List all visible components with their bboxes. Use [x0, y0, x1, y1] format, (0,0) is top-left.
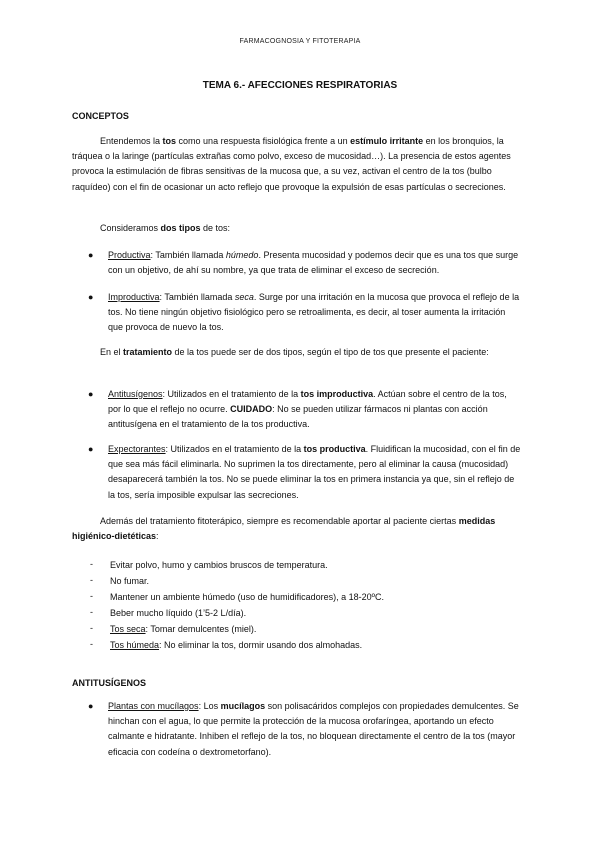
text: . Actúan sobre el centro de la tos, por lo que el reflejo no ocurre. [108, 389, 507, 415]
bold-term: CUIDADO [230, 404, 273, 415]
italic-term: seca [234, 292, 254, 302]
list-item-improductiva [108, 290, 522, 336]
bold-term: mucílagos [220, 701, 266, 711]
text: de tos: [200, 223, 231, 233]
bullet-icon: ● [88, 250, 94, 260]
text: : Utilizados en el tratamiento de la [165, 444, 304, 454]
text: . Fluidifican la mucosidad, con el fin de que sea más fácil eliminarla. No suprimen la tos directamente, pero al eliminar la causa (mucosidad) desaparecerá también la tos. No se puede eliminar la tos en primera instancia ya que, sin el reflejo de la tos, sería imposible expulsar las secreciones. [108, 444, 521, 500]
text: . Surge por una irritación en la mucosa que provoca el reflejo de la tos. No tiene ningún objetivo fisiológico pero se retroalimenta, es decir, al toser aumenta la irritación que provoca de nuevo la tos. [108, 292, 520, 333]
bullet-icon: ● [88, 701, 94, 711]
text: En el [100, 347, 124, 357]
text: en los bronquios, la tráquea o la laringe (partículas extrañas como polvo, exceso de mucosidad…). La presencia de estos agentes provoca la estimulación de fibras sensitivas de la mucosa que, a su vez, activan el centro de la tos (bulbo raquídeo) con el fin de ocasionar un acto reflejo que provoque la expulsión de esas partículas o secreciones. [72, 136, 511, 192]
dash-item: Beber mucho líquido (1’5-2 L/día). [110, 608, 247, 618]
section-heading-conceptos: CONCEPTOS [72, 111, 129, 121]
underlined-term: Tos seca [110, 624, 146, 634]
text: : Tomar demulcentes (miel). [145, 624, 257, 634]
bullet-icon: ● [88, 292, 94, 302]
dash-item [110, 639, 362, 651]
text: : Los [198, 701, 221, 711]
list-item-mucilagos [108, 699, 522, 760]
text: : No se pueden utilizar fármacos ni plantas con acción antitusígena en el tratamiento de la tos productiva. [108, 404, 488, 430]
text: : No eliminar la tos, dormir usando dos almohadas. [159, 640, 363, 650]
text: : También llamada [150, 250, 226, 260]
dash-marker: - [90, 607, 93, 617]
running-header: FARMACOGNOSIA Y FITOTERAPIA [239, 38, 361, 45]
underlined-term: Expectorantes [108, 444, 166, 454]
text: como una respuesta fisiológica frente a un [176, 136, 351, 146]
underlined-term: Productiva [108, 250, 151, 260]
text: de la tos puede ser de dos tipos, según el tipo de tos que presente el paciente: [172, 347, 489, 357]
underlined-term: Plantas con mucílagos [108, 701, 199, 711]
bold-term: tos [162, 136, 177, 146]
bold-term: dos tipos [160, 223, 201, 233]
text: Además del tratamiento fitoterápico, siempre es recomendable aportar al paciente ciertas [100, 516, 459, 526]
paragraph-treatment [72, 345, 530, 360]
bullet-icon: ● [88, 444, 94, 454]
dash-marker: - [90, 591, 93, 601]
dash-item [110, 623, 256, 635]
dash-marker: - [90, 639, 93, 649]
dash-item: Evitar polvo, humo y cambios bruscos de temperatura. [110, 560, 328, 570]
dash-marker: - [90, 623, 93, 633]
page-title: TEMA 6.- AFECCIONES RESPIRATORIAS [202, 80, 398, 91]
underlined-term: Antitusígenos [108, 389, 163, 399]
paragraph-definition [72, 134, 530, 195]
section-heading-antitusigenos: ANTITUSÍGENOS [72, 678, 147, 688]
text: Entendemos la [100, 136, 163, 146]
paragraph-measures-intro [72, 514, 530, 544]
text: : Utilizados en el tratamiento de la [162, 389, 301, 399]
italic-term: húmedo [225, 250, 259, 260]
text: . Presenta mucosidad y podemos decir que es una tos que surge con un objetivo, de ahí su nombre, ya que trata de eliminar el exceso de secreción. [108, 250, 519, 276]
text: : También llamada [159, 292, 235, 302]
list-item-antitusigenos [108, 387, 522, 433]
dash-marker: - [90, 575, 93, 585]
paragraph-types-intro [72, 221, 530, 236]
list-item-productiva [108, 248, 522, 278]
dash-item: No fumar. [110, 576, 150, 586]
bold-term: estímulo irritante [350, 136, 424, 146]
bold-term: tratamiento [123, 347, 173, 357]
bold-term: medidas higiénico-dietéticas [72, 516, 496, 542]
bold-term: tos improductiva [300, 389, 374, 399]
underlined-term: Tos húmeda [110, 640, 160, 650]
bold-term: tos productiva [303, 444, 366, 454]
dash-item: Mantener un ambiente húmedo (uso de humidificadores), a 18-20ºC. [110, 592, 384, 602]
text: Consideramos [100, 223, 161, 233]
dash-marker: - [90, 559, 93, 569]
list-item-expectorantes [108, 442, 522, 503]
text: : [156, 531, 159, 542]
bullet-icon: ● [88, 389, 94, 399]
text: son polisacáridos complejos con propiedades demulcentes. Se hinchan con el agua, lo que permite la protección de la mucosa orofaríngea, aportando un efecto calmante e hidratante. Inhiben el reflejo de la tos, no bloquean directamente el centro de la tos (mayor eficacia con codeína o dextrometorfano). [108, 701, 519, 757]
underlined-term: Improductiva [108, 292, 160, 302]
